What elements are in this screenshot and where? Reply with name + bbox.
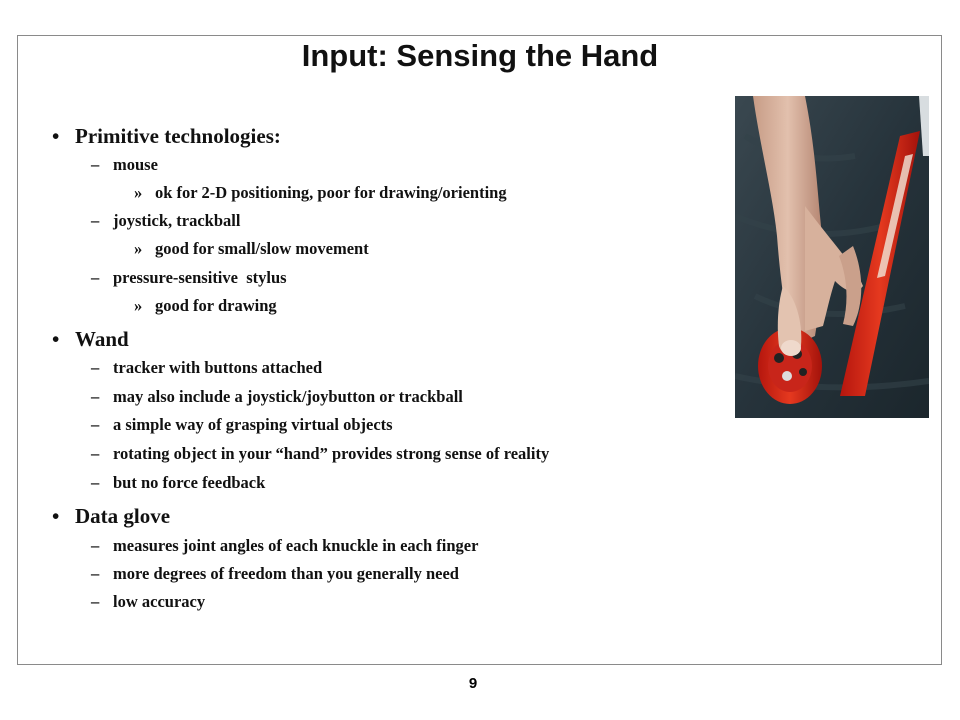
wand-photo — [735, 96, 929, 418]
raquo-marker: » — [134, 296, 143, 315]
list-item: low accuracy — [113, 592, 206, 611]
dash-marker: – — [91, 564, 100, 583]
dash-marker: – — [91, 415, 100, 434]
list-item: more degrees of freedom than you generally need — [113, 564, 459, 583]
list-item: joystick, trackball — [113, 211, 241, 230]
list-item: rotating object in your “hand” provides strong sense of reality — [113, 444, 550, 463]
raquo-marker: » — [134, 183, 143, 202]
dash-marker: – — [91, 211, 100, 230]
bullet-marker: • — [52, 124, 60, 148]
dash-marker: – — [91, 536, 100, 555]
list-item: tracker with buttons attached — [113, 358, 323, 377]
bullet-marker: • — [52, 327, 60, 351]
dash-marker: – — [91, 444, 100, 463]
list-item: mouse — [113, 155, 158, 174]
page-number: 9 — [468, 675, 478, 692]
section-heading: Wand — [75, 327, 129, 351]
bullet-marker: • — [52, 504, 60, 528]
list-item: a simple way of grasping virtual objects — [113, 415, 393, 434]
raquo-marker: » — [134, 239, 143, 258]
sub-item: good for small/slow movement — [155, 239, 369, 258]
slide-title: Input: Sensing the Hand — [301, 38, 659, 73]
list-item: pressure-sensitive stylus — [113, 268, 287, 287]
dash-marker: – — [91, 358, 100, 377]
sub-item: good for drawing — [155, 296, 277, 315]
dash-marker: – — [91, 473, 100, 492]
dash-marker: – — [91, 268, 100, 287]
section-heading: Data glove — [75, 504, 171, 528]
list-item: may also include a joystick/joybutton or trackball — [113, 387, 463, 406]
sub-item: ok for 2-D positioning, poor for drawing/orienting — [155, 183, 507, 202]
dash-marker: – — [91, 387, 100, 406]
hand-holding-wand-illustration — [735, 96, 929, 418]
section-heading: Primitive technologies: — [75, 124, 281, 148]
dash-marker: – — [91, 155, 100, 174]
list-item: but no force feedback — [113, 473, 266, 492]
dash-marker: – — [91, 592, 100, 611]
list-item: measures joint angles of each knuckle in each finger — [113, 536, 479, 555]
